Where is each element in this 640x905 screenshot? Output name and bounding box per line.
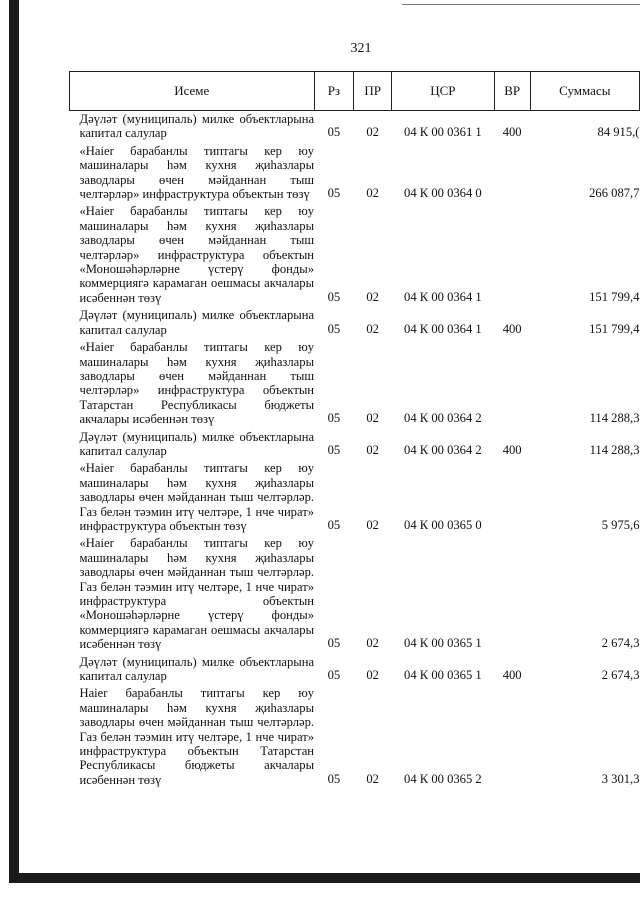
row-rz: 05: [327, 289, 341, 304]
row-csr: 04 К 00 0364 2: [404, 411, 482, 426]
row-csr: 04 К 00 0365 1: [404, 668, 482, 683]
header-sum: Суммасы: [530, 72, 639, 111]
row-csr: 04 К 00 0364 2: [404, 442, 482, 457]
row-pr: 02: [366, 442, 379, 457]
table-row: [70, 339, 640, 428]
row-sum: 3 301,3: [601, 771, 640, 786]
row-name: Дәүләт (муниципаль) милке объектларына капитал салулар: [79, 308, 315, 337]
row-sum: 2 674,3: [601, 636, 640, 651]
row-csr: 04 К 00 0365 0: [404, 517, 482, 532]
header-csr: ЦСР: [392, 72, 495, 111]
table-row: [70, 460, 640, 535]
row-csr: 04 К 00 0364 1: [404, 289, 482, 304]
table-row: [70, 307, 640, 339]
row-vr: [494, 203, 530, 307]
row-rz: 05: [327, 125, 341, 140]
row-name: «Haier барабанлы типтагы кер юу машиналары һәм кухня җиһазлары заводлары өчен мәйданнан тыш челтәрләр. Газ белән тәэмин итү челтәре, 1 нче чират» инфраструктура объектын «Моношәһәрләрне үстерү фонды» коммерциягә карамаган оешмасы акчалары исәбеннән төзү: [79, 536, 315, 652]
row-pr: 02: [366, 771, 379, 786]
row-sum: 5 975,6: [601, 517, 640, 532]
row-sum: 151 799,4: [589, 321, 640, 336]
row-rz: 05: [327, 668, 341, 683]
row-sum: 114 288,3: [589, 442, 640, 457]
row-rz: 05: [327, 186, 341, 201]
row-pr: 02: [366, 321, 379, 336]
row-csr: 04 К 00 0361 1: [404, 125, 482, 140]
table-row: [70, 654, 640, 686]
table-row: [70, 429, 640, 461]
table-row: [70, 685, 640, 789]
table-row: [70, 203, 640, 307]
row-name: Дәүләт (муниципаль) милке объектларына капитал салулар: [79, 429, 315, 458]
row-vr: [494, 143, 530, 204]
row-vr: [494, 685, 530, 789]
row-name: Дәүләт (муниципаль) милке объектларына капитал салулар: [79, 654, 315, 684]
row-vr: 400: [502, 668, 522, 683]
row-pr: 02: [366, 517, 379, 532]
row-pr: 02: [366, 186, 379, 201]
row-pr: 02: [366, 411, 379, 426]
row-sum: 266 087,7: [589, 186, 640, 201]
scan-bottom-border: [9, 873, 640, 883]
row-vr: [494, 460, 530, 535]
row-rz: 05: [327, 321, 341, 336]
row-pr: 02: [366, 668, 379, 683]
table-row: [70, 535, 640, 653]
row-rz: 05: [327, 517, 341, 532]
budget-table: [69, 71, 640, 789]
header-name: Исеме: [70, 72, 315, 111]
top-rule: [402, 4, 640, 5]
row-vr: [494, 535, 530, 653]
row-pr: 02: [366, 289, 379, 304]
row-name: Haier барабанлы типтагы кер юу машиналары һәм кухня җиһазлары заводлары өчен мәйданнан тыш челтәрләр. Газ белән тәэмин итү челтәре, 1 нче чират» инфраструктура объектын Татарстан Республикасы бюджеты акчалары исәбеннән төзү: [79, 686, 315, 787]
row-sum: 151 799,4: [589, 289, 640, 304]
row-vr: [494, 339, 530, 428]
header-pr: ПР: [354, 72, 392, 111]
row-vr: 400: [502, 442, 522, 457]
row-sum: 114 288,3: [589, 411, 640, 426]
scan-left-border: [9, 0, 19, 883]
table-header-row: [70, 72, 640, 111]
row-name: «Haier барабанлы типтагы кер юу машиналары һәм кухня җиһазлары заводлары өчен мәйданнан тыш челтәрләр» инфраструктура объектын Татарстан Республикасы бюджеты акчалары исәбеннән төзү: [79, 340, 315, 427]
row-name: «Haier барабанлы типтагы кер юу машиналары һәм кухня җиһазлары заводлары өчен мәйданнан тыш челтәрләр» инфраструктура объектын «Моношәһәрләрне үстерү фонды» коммерциягә карамаган оешмасы акчалары исәбеннән төзү: [79, 204, 315, 305]
header-vr: ВР: [494, 72, 530, 111]
header-rz: Рз: [314, 72, 354, 111]
table-row: [70, 143, 640, 204]
page-number: 321: [350, 41, 372, 56]
row-name: «Haier барабанлы типтагы кер юу машиналары һәм кухня җиһазлары заводлары өчен мәйданнан тыш челтәрләр» инфраструктура объектын төзү: [79, 143, 315, 202]
row-sum: 84 915,(: [597, 125, 640, 140]
row-rz: 05: [327, 442, 341, 457]
row-csr: 04 К 00 0364 0: [404, 186, 482, 201]
table-row: [70, 111, 640, 143]
row-name: Дәүләт (муниципаль) милке объектларына капитал салулар: [79, 112, 315, 141]
row-vr: 400: [502, 125, 522, 140]
row-csr: 04 К 00 0365 1: [404, 636, 482, 651]
row-rz: 05: [327, 636, 341, 651]
row-rz: 05: [327, 771, 341, 786]
row-name: «Haier барабанлы типтагы кер юу машиналары һәм кухня җиһазлары заводлары өчен мәйданнан тыш челтәрләр. Газ белән тәэмин итү челтәре, 1 нче чират» инфраструктура объектын төзү: [79, 461, 315, 533]
row-rz: 05: [327, 411, 341, 426]
row-vr: 400: [502, 321, 522, 336]
row-csr: 04 К 00 0364 1: [404, 321, 482, 336]
row-pr: 02: [366, 636, 379, 651]
row-sum: 2 674,3: [601, 668, 640, 683]
row-pr: 02: [366, 125, 379, 140]
row-csr: 04 К 00 0365 2: [404, 771, 482, 786]
